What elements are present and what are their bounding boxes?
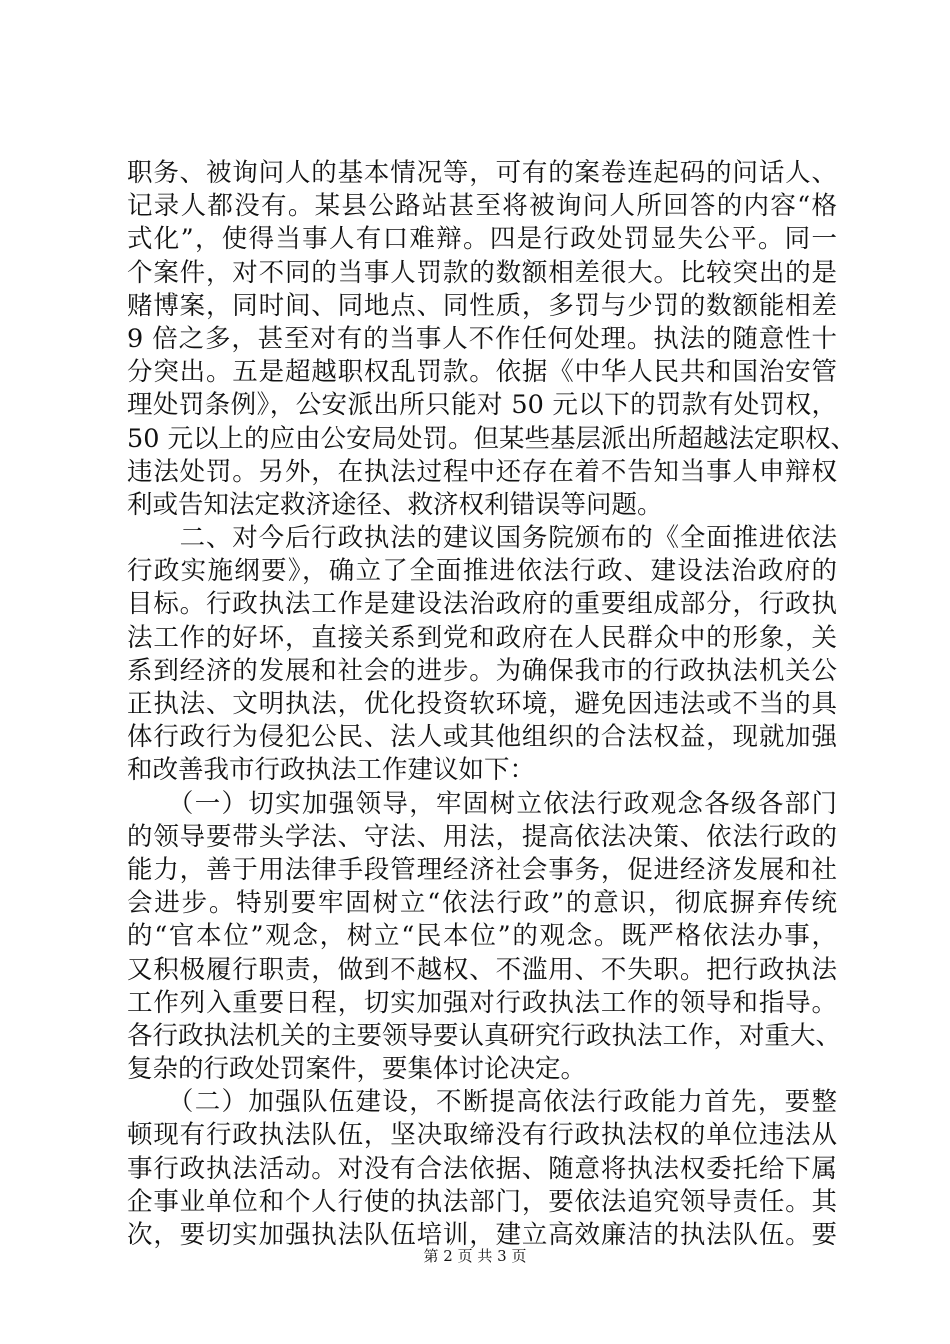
text-line: 系到经济的发展和社会的进步。为确保我市的行政执法机关公 bbox=[127, 655, 837, 686]
text-line: 体行政行为侵犯公民、法人或其他组织的合法权益，现就加强 bbox=[127, 722, 837, 753]
text-line: 事行政执法活动。对没有合法依据、随意将执法权委托给下属 bbox=[127, 1153, 837, 1184]
text-line: 9 倍之多，甚至对有的当事人不作任何处理。执法的随意性十 bbox=[127, 323, 837, 354]
text-line: 复杂的行政处罚案件，要集体讨论决定。 bbox=[127, 1054, 587, 1085]
text-line: 理处罚条例》，公安派出所只能对 50 元以下的罚款有处罚权， bbox=[127, 390, 837, 421]
text-line: 能力，善于用法律手段管理经济社会事务，促进经济发展和社 bbox=[127, 854, 837, 885]
text-line: （一）切实加强领导，牢固树立依法行政观念各级各部门 bbox=[127, 788, 837, 819]
text-line: 各行政执法机关的主要领导要认真研究行政执法工作，对重大、 bbox=[127, 1020, 842, 1051]
text-line: 目标。行政执法工作是建设法治政府的重要组成部分，行政执 bbox=[127, 589, 837, 620]
text-line: 次，要切实加强执法队伍培训，建立高效廉洁的执法队伍。要 bbox=[127, 1220, 837, 1250]
text-line: 企事业单位和个人行使的执法部门，要依法追究领导责任。其 bbox=[127, 1186, 837, 1217]
text-line: 职务、被询问人的基本情况等，可有的案卷连起码的问话人、 bbox=[127, 158, 837, 188]
text-line: 会进步。特别要牢固树立“依法行政”的意识，彻底摒弃传统 bbox=[127, 888, 837, 919]
text-line: 分突出。五是超越职权乱罚款。依据《中华人民共和国治安管 bbox=[127, 357, 837, 388]
text-line: 行政实施纲要》，确立了全面推进依法行政、建设法治政府的 bbox=[127, 556, 837, 587]
text-line: 的领导要带头学法、守法、用法，提高依法决策、依法行政的 bbox=[127, 821, 837, 852]
page-footer: 第 2 页 共 3 页 bbox=[423, 1247, 527, 1265]
text-line: 工作列入重要日程，切实加强对行政执法工作的领导和指导。 bbox=[127, 987, 837, 1018]
text-line: 个案件，对不同的当事人罚款的数额相差很大。比较突出的是 bbox=[127, 257, 837, 288]
text-line: 正执法、文明执法，优化投资软环境，避免因违法或不当的具 bbox=[127, 689, 837, 719]
text-line: 违法处罚。另外，在执法过程中还存在着不告知当事人申辩权 bbox=[127, 456, 837, 487]
text-line: 二、对今后行政执法的建议国务院颁布的《全面推进依法 bbox=[127, 523, 837, 554]
text-line: 式化”，使得当事人有口难辩。四是行政处罚显失公平。同一 bbox=[127, 224, 837, 255]
text-line: 又积极履行职责，做到不越权、不滥用、不失职。把行政执法 bbox=[127, 954, 837, 985]
text-line: 记录人都没有。某县公路站甚至将被询问人所回答的内容“格 bbox=[127, 191, 837, 222]
text-line: 50 元以上的应由公安局处罚。但某些基层派出所超越法定职权、 bbox=[127, 423, 857, 454]
text-line: 和改善我市行政执法工作建议如下： bbox=[127, 755, 536, 786]
body-text bbox=[127, 157, 857, 1252]
text-line: 顿现有行政执法队伍，坚决取缔没有行政执法权的单位违法从 bbox=[127, 1120, 837, 1151]
text-line: 法工作的好坏，直接关系到党和政府在人民群众中的形象，关 bbox=[127, 622, 837, 653]
text-line: （二）加强队伍建设，不断提高依法行政能力首先，要整 bbox=[127, 1087, 837, 1118]
text-line: 的“官本位”观念，树立“民本位”的观念。既严格依法办事， bbox=[127, 921, 837, 952]
text-line: 利或告知法定救济途径、救济权利错误等问题。 bbox=[127, 489, 663, 520]
text-line: 赌博案，同时间、同地点、同性质，多罚与少罚的数额能相差 bbox=[127, 290, 837, 321]
